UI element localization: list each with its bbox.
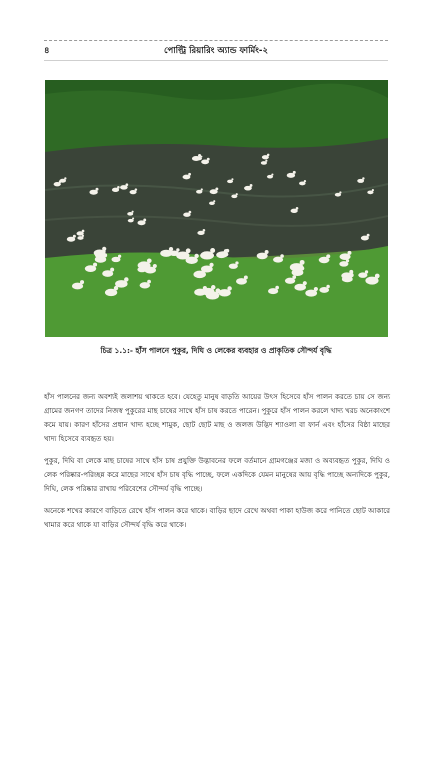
pond-water <box>45 138 388 259</box>
paragraph: হাঁস পালনের জন্য অবশ্যই জলাশয় থাকতে হবে। যেহেতু মানুষ বাড়তি আয়ের উৎস হিসেবে হাঁস পালন করতে চায় সে জন্য গ্রামের জনগণ তাদের নিজস্ব পুকুরের মাছ চাষের সাথে হাঁস চাষ করতে পারেন। পুকুরে হাঁস পালন করলে খাদ্য খরচ অনেকাংশে কমে যায়। কারণ হাঁসের প্রধান খাদ্য হচ্ছে শামুক, ছোট ছোট মাছ ও জলজ উদ্ভিদ শ্যাওলা বা ফার্ন এবং হাঁসের বিষ্ঠা মাছের খাদ্য হিসেবে ব্যবহৃত হয়। <box>44 392 390 443</box>
page-number: ৪ <box>44 46 50 56</box>
figure-caption: চিত্র ১.১:- হাঁস পালনে পুকুর, দিঘি ও লেকের ব্যবহার ও প্রাকৃতিক সৌন্দর্য বৃদ্ধি <box>100 346 332 355</box>
body-text <box>44 390 390 540</box>
page-header <box>44 44 388 60</box>
header-rule <box>44 60 388 61</box>
running-title: পোল্ট্রি রিয়ারিং অ্যান্ড ফার্মিং-২ <box>164 46 268 56</box>
paragraph: পুকুর, দিঘি বা লেকে মাছ চাষের সাথে হাঁস চাষ প্রযুক্তি উদ্ভাবনের ফলে বর্তমানে গ্রামগঞ্জের মজা ও অব্যবহৃত পুকুর, দিঘি ও লেক পরিষ্কার-পরিচ্ছন্ন করে মাছের সাথে হাঁস চাষ বৃদ্ধি পাচ্ছে, ফলে একদিকে যেমন মানুষের আয় বৃদ্ধি পাচ্ছে অন্যদিকে পুকুর, দিঘি, লেক পরিষ্কার রাখায় পরিবেশের সৌন্দর্য বৃদ্ধি পাচ্ছে। <box>44 456 390 493</box>
photo-illustration <box>45 80 388 337</box>
duck-pond-photo <box>45 80 388 337</box>
paragraph: অনেকে শখের কারণে বাড়িতে রেখে হাঁস পালন করে থাকে। বাড়ির ছাদে রেখে অথবা পাকা হাউজ করে পানিতে ছোট আকারে খামার করে থাকে যা বাড়ির সৌন্দর্য বৃদ্ধি করে থাকে। <box>44 506 390 529</box>
header-dashed-rule <box>44 40 388 41</box>
